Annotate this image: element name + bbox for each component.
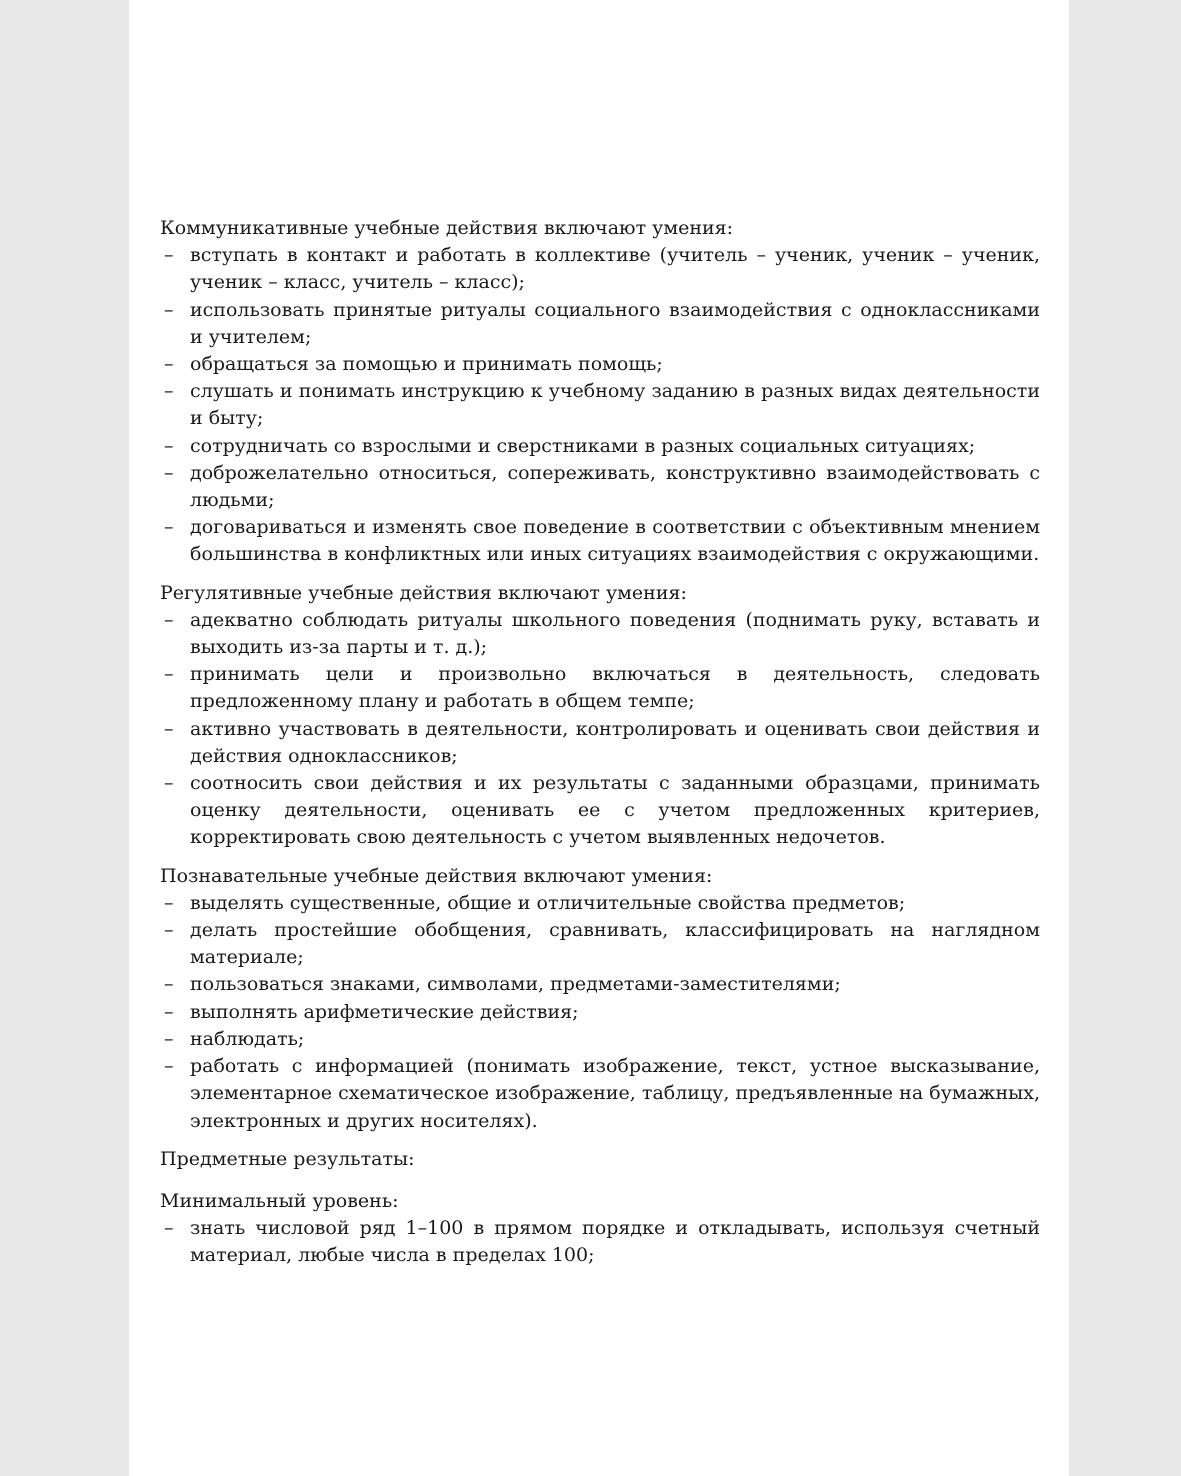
minimal-level-section xyxy=(160,1188,1040,1270)
list-item xyxy=(160,890,1040,917)
bullet-list xyxy=(160,890,1040,1135)
list-item-text: слушать и понимать инструкцию к учебному заданию в разных видах деятельности и быту; xyxy=(190,380,1040,430)
dash-marker: – xyxy=(164,1027,174,1050)
bullet-list xyxy=(160,1215,1040,1269)
dash-marker: – xyxy=(164,434,174,457)
dash-marker: – xyxy=(164,919,174,942)
section-heading: Минимальный уровень: xyxy=(160,1189,399,1212)
list-item-text: делать простейшие обобщения, сравнивать, классифицировать на наглядном материале; xyxy=(190,919,1040,969)
list-item-text: пользоваться знаками, символами, предметами-заместителями; xyxy=(190,973,841,996)
list-item-text: знать числовой ряд 1–100 в прямом порядке и откладывать, используя счетный материал, любые числа в пределах 100; xyxy=(190,1217,1040,1267)
subject-results-heading: Предметные результаты: xyxy=(160,1147,415,1170)
cognitive-section xyxy=(160,863,1040,1135)
list-item-text: выполнять арифметические действия; xyxy=(190,1000,579,1023)
list-item xyxy=(160,716,1040,770)
dash-marker: – xyxy=(164,1000,174,1023)
list-item-text: работать с информацией (понимать изображение, текст, устное высказывание, элементарное схематическое изображение, таблицу, предъявленные на бумажных, электронных и других носителях). xyxy=(190,1055,1040,1132)
list-item-text: доброжелательно относиться, сопереживать, конструктивно взаимодействовать с людьми; xyxy=(190,461,1040,512)
list-item-text: сотрудничать со взрослыми и сверстниками в разных социальных ситуациях; xyxy=(190,434,976,457)
communicative-section xyxy=(160,215,1040,569)
list-item-text: использовать принятые ритуалы социального взаимодействия с одноклассниками и учителем; xyxy=(190,298,1040,348)
list-item xyxy=(160,999,1040,1026)
list-item-text: обращаться за помощью и принимать помощь; xyxy=(190,353,663,376)
dash-marker: – xyxy=(164,772,174,795)
list-item-text: выделять существенные, общие и отличительные свойства предметов; xyxy=(190,891,906,914)
section-heading: Коммуникативные учебные действия включают умения: xyxy=(160,217,734,239)
dash-marker: – xyxy=(164,1217,174,1240)
list-item xyxy=(160,1215,1040,1269)
bullet-list xyxy=(160,607,1040,852)
list-item-text: принимать цели и произвольно включаться в деятельность, следовать предложенному плану и работать в общем темпе; xyxy=(190,663,1040,713)
dash-marker: – xyxy=(164,461,174,484)
list-item xyxy=(160,378,1040,432)
dash-marker: – xyxy=(164,891,174,914)
list-item xyxy=(160,607,1040,661)
document-page xyxy=(129,0,1069,1476)
dash-marker: – xyxy=(164,973,174,996)
dash-marker: – xyxy=(164,608,174,631)
list-item xyxy=(160,433,1040,460)
dash-marker: – xyxy=(164,663,174,686)
list-item xyxy=(160,770,1040,852)
list-item xyxy=(160,1053,1040,1135)
regulatory-section xyxy=(160,580,1040,852)
list-item xyxy=(160,242,1040,296)
dash-marker: – xyxy=(164,1055,174,1078)
section-heading: Регулятивные учебные действия включают умения: xyxy=(160,581,687,604)
list-item xyxy=(160,460,1040,514)
list-item xyxy=(160,297,1040,351)
list-item-text: договариваться и изменять свое поведение в соответствии с объективным мнением большинства в конфликтных или иных ситуациях взаимодействия с окружающими. xyxy=(190,516,1040,566)
list-item xyxy=(160,1026,1040,1053)
list-item xyxy=(160,514,1040,568)
list-item-text: вступать в контакт и работать в коллективе (учитель – ученик, ученик – ученик, ученик – класс, учитель – класс); xyxy=(190,244,1040,294)
page-content xyxy=(160,215,1040,1281)
list-item-text: наблюдать; xyxy=(190,1027,305,1050)
list-item xyxy=(160,917,1040,971)
dash-marker: – xyxy=(164,244,174,267)
list-item xyxy=(160,351,1040,378)
list-item-text: адекватно соблюдать ритуалы школьного поведения (поднимать руку, вставать и выходить из-за парты и т. д.); xyxy=(190,608,1040,659)
dash-marker: – xyxy=(164,353,174,376)
list-item xyxy=(160,971,1040,998)
section-heading: Познавательные учебные действия включают умения: xyxy=(160,864,713,887)
dash-marker: – xyxy=(164,298,174,321)
dash-marker: – xyxy=(164,717,174,740)
dash-marker: – xyxy=(164,516,174,539)
dash-marker: – xyxy=(164,380,174,403)
list-item-text: активно участвовать в деятельности, контролировать и оценивать свои действия и действия одноклассников; xyxy=(190,717,1040,767)
bullet-list xyxy=(160,242,1040,568)
list-item xyxy=(160,661,1040,715)
list-item-text: соотносить свои действия и их результаты с заданными образцами, принимать оценку деятельности, оценивать ее с учетом предложенных критериев, корректировать свою деятельность с учетом выявленных недочетов. xyxy=(190,772,1040,849)
